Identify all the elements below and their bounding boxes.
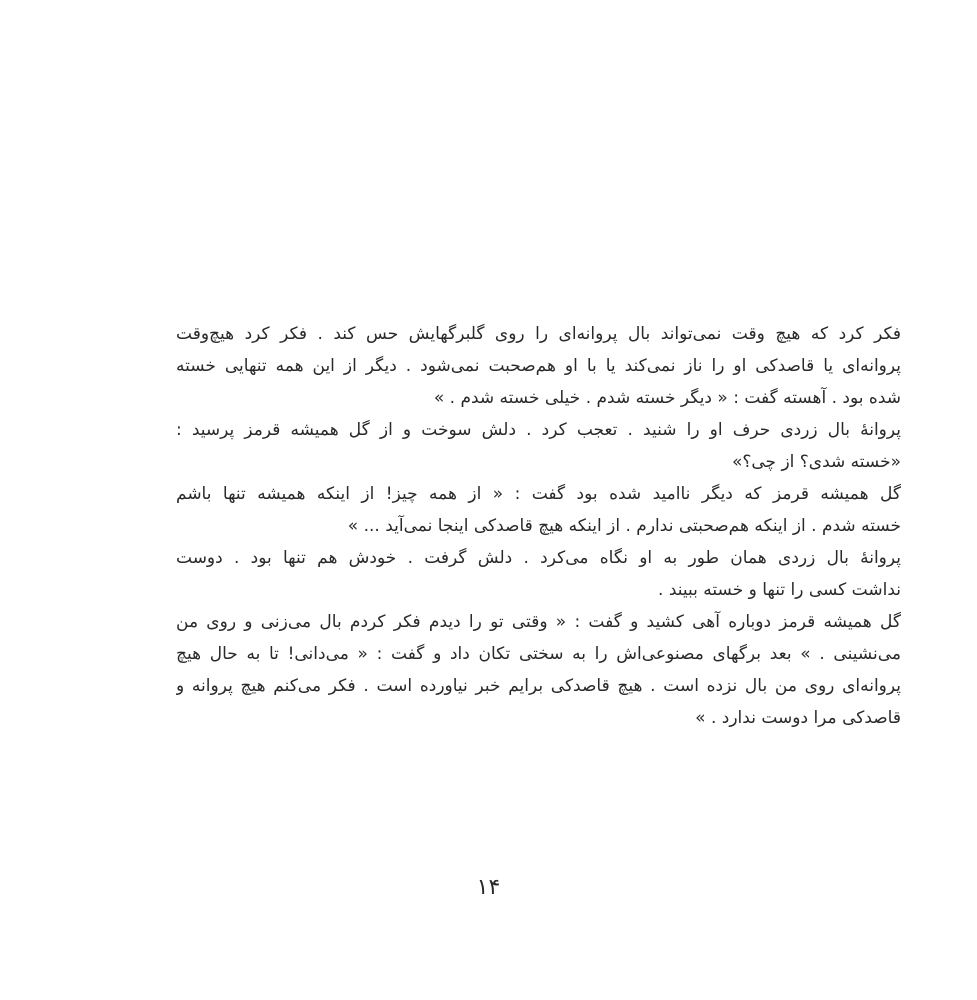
text-line: نداشت کسی را تنها و خسته ببیند . bbox=[658, 580, 901, 600]
text-line: می‌نشینی . » بعد برگهای مصنوعی‌اش را به سختی تکان داد و گفت : « می‌دانی! تا به حال هیچ bbox=[176, 644, 901, 664]
text-line: خسته شدم . از اینکه هم‌صحبتی ندارم . از اینکه هیچ قاصدکی اینجا نمی‌آید ... » bbox=[347, 516, 901, 536]
text-line: پروانه‌ای روی من بال نزده است . هیچ قاصدکی برایم خبر نیاورده است . فکر می‌کنم هیچ پروانه و bbox=[176, 676, 901, 696]
text-line: شده بود . آهسته گفت : « دیگر خسته شدم . خیلی خسته شدم . » bbox=[433, 388, 901, 408]
text-line: پروانهٔ بال زردی همان طور به او نگاه می‌کرد . دلش گرفت . خودش هم تنها بود . دوست bbox=[176, 548, 901, 568]
text-line: قاصدکی مرا دوست ندارد . » bbox=[695, 708, 901, 728]
story-text bbox=[176, 318, 901, 734]
text-line: گل همیشه قرمز که دیگر ناامید شده بود گفت : « از همه چیز! از اینکه همیشه تنها باشم bbox=[176, 484, 901, 504]
page-number: ۱۴ bbox=[476, 875, 501, 900]
text-line: گل همیشه قرمز دوباره آهی کشید و گفت : « وقتی تو را دیدم فکر کردم بال می‌زنی و روی من bbox=[176, 612, 901, 632]
text-line: پروانهٔ بال زردی حرف او را شنید . تعجب کرد . دلش سوخت و از گل همیشه قرمز پرسید : bbox=[176, 420, 901, 440]
text-line: «خسته شدی؟ از چی؟» bbox=[731, 452, 901, 472]
text-line: پروانه‌ای یا قاصدکی او را ناز نمی‌کند یا با او هم‌صحبت نمی‌شود . دیگر از این همه تنهایی خسته bbox=[176, 356, 901, 376]
text-line: فکر کرد که هیچ وقت نمی‌تواند بال پروانه‌ای را روی گلبرگهایش حس کند . فکر کرد هیچ‌وقت bbox=[176, 324, 901, 344]
